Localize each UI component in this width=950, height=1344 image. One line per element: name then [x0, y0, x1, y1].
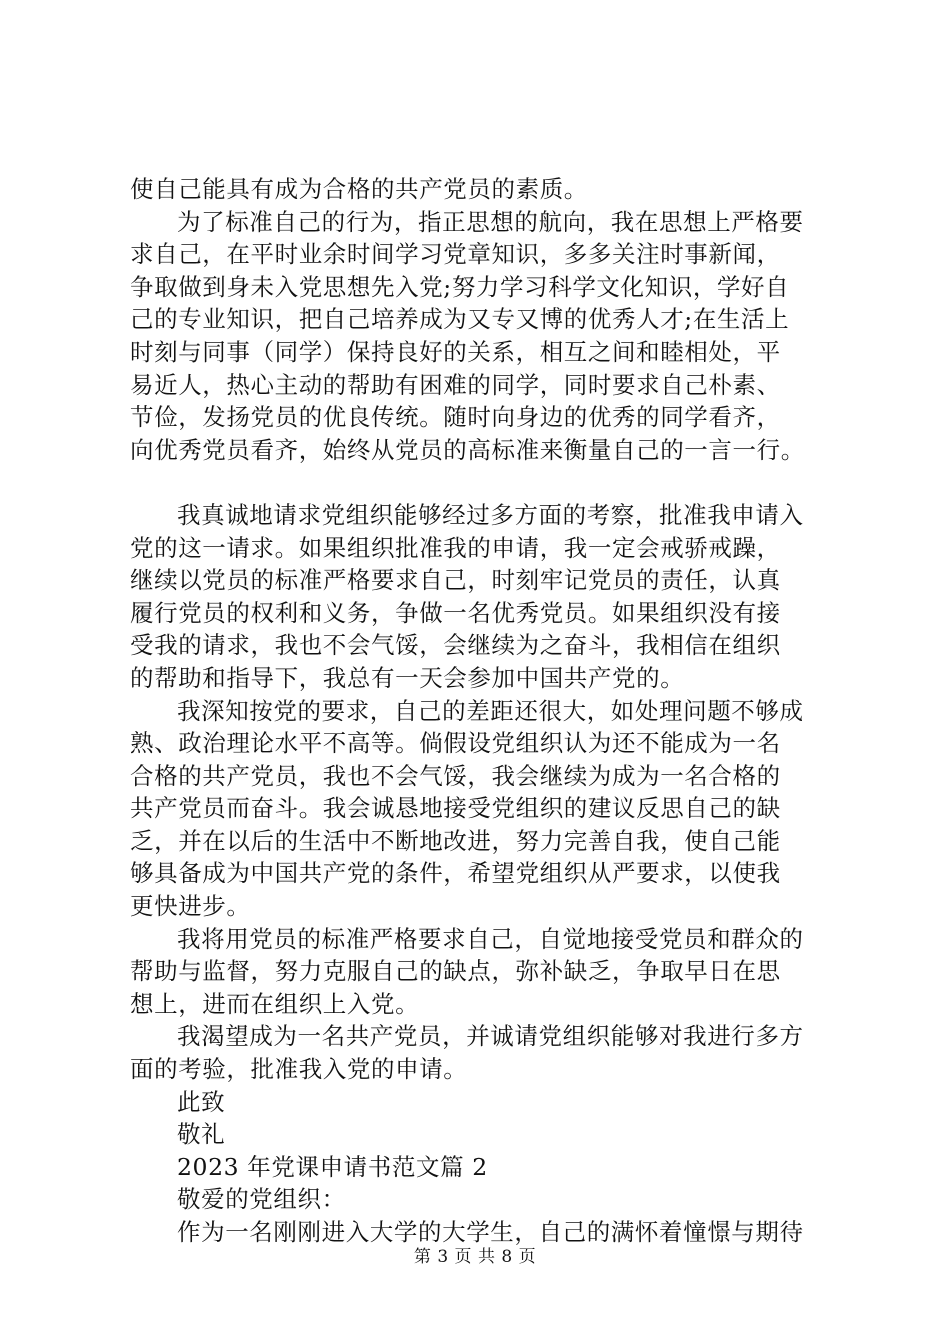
greeting-line: 敬爱的党组织：	[177, 1185, 346, 1214]
text-line: 党的这一请求。如果组织批准我的申请，我一定会戒骄戒躁，	[130, 533, 781, 562]
page-number-footer: 第 3 页 共 8 页	[413, 1247, 537, 1267]
text-line: 向优秀党员看齐，始终从党员的高标准来衡量自己的一言一行。	[130, 435, 805, 464]
text-line: 帮助与监督，努力克服自己的缺点，弥补缺乏，争取早日在思	[130, 957, 781, 986]
text-line: 我深知按党的要求，自己的差距还很大，如处理问题不够成	[177, 696, 804, 725]
text-line: 我将用党员的标准严格要求自己，自觉地接受党员和群众的	[177, 924, 804, 953]
text-line: 己的专业知识，把自己培养成为又专又博的优秀人才;在生活上	[130, 305, 790, 334]
text-line: 合格的共产党员，我也不会气馁，我会继续为成为一名合格的	[130, 761, 781, 790]
text-line: 够具备成为中国共产党的条件，希望党组织从严要求，以使我	[130, 859, 781, 888]
text-line: 我渴望成为一名共产党员，并诚请党组织能够对我进行多方	[177, 1022, 804, 1051]
text-line: 更快进步。	[130, 892, 251, 921]
text-line: 熟、政治理论水平不高等。倘假设党组织认为还不能成为一名	[130, 729, 781, 758]
text-line: 易近人，热心主动的帮助有困难的同学，同时要求自己朴素、	[130, 370, 781, 399]
text-line: 争取做到身未入党思想先入党;努力学习科学文化知识，学好自	[130, 272, 790, 301]
text-line: 求自己，在平时业余时间学习党章知识，多多关注时事新闻，	[130, 240, 781, 269]
salutation-line: 此致	[177, 1087, 226, 1116]
text-line: 节俭，发扬党员的优良传统。随时向身边的优秀的同学看齐，	[130, 403, 781, 432]
salutation-line: 敬礼	[177, 1120, 226, 1149]
paragraph-gap	[130, 466, 850, 499]
text-line: 时刻与同事（同学）保持良好的关系，相互之间和睦相处，平	[130, 337, 781, 366]
text-line: 想上，进而在组织上入党。	[130, 989, 420, 1018]
text-line: 履行党员的权利和义务，争做一名优秀党员。如果组织没有接	[130, 598, 781, 627]
text-line: 我真诚地请求党组织能够经过多方面的考察，批准我申请入	[177, 500, 804, 529]
text-line: 面的考验，批准我入党的申请。	[130, 1055, 468, 1084]
text-line: 继续以党员的标准严格要求自己，时刻牢记党员的责任，认真	[130, 566, 781, 595]
section-heading: 2023 年党课申请书范文篇 2	[177, 1152, 488, 1181]
document-body	[130, 173, 850, 1249]
text-line: 受我的请求，我也不会气馁，会继续为之奋斗，我相信在组织	[130, 631, 781, 660]
text-line: 共产党员而奋斗。我会诚恳地接受党组织的建议反思自己的缺	[130, 794, 781, 823]
text-line: 乏，并在以后的生活中不断地改进，努力完善自我，使自己能	[130, 826, 781, 855]
text-line: 作为一名刚刚进入大学的大学生，自己的满怀着憧憬与期待	[177, 1218, 804, 1246]
text-line: 为了标准自己的行为，指正思想的航向，我在思想上严格要	[177, 207, 804, 236]
text-line: 使自己能具有成为合格的共产党员的素质。	[130, 175, 588, 203]
text-line: 的帮助和指导下，我总有一天会参加中国共产党的。	[130, 663, 685, 692]
